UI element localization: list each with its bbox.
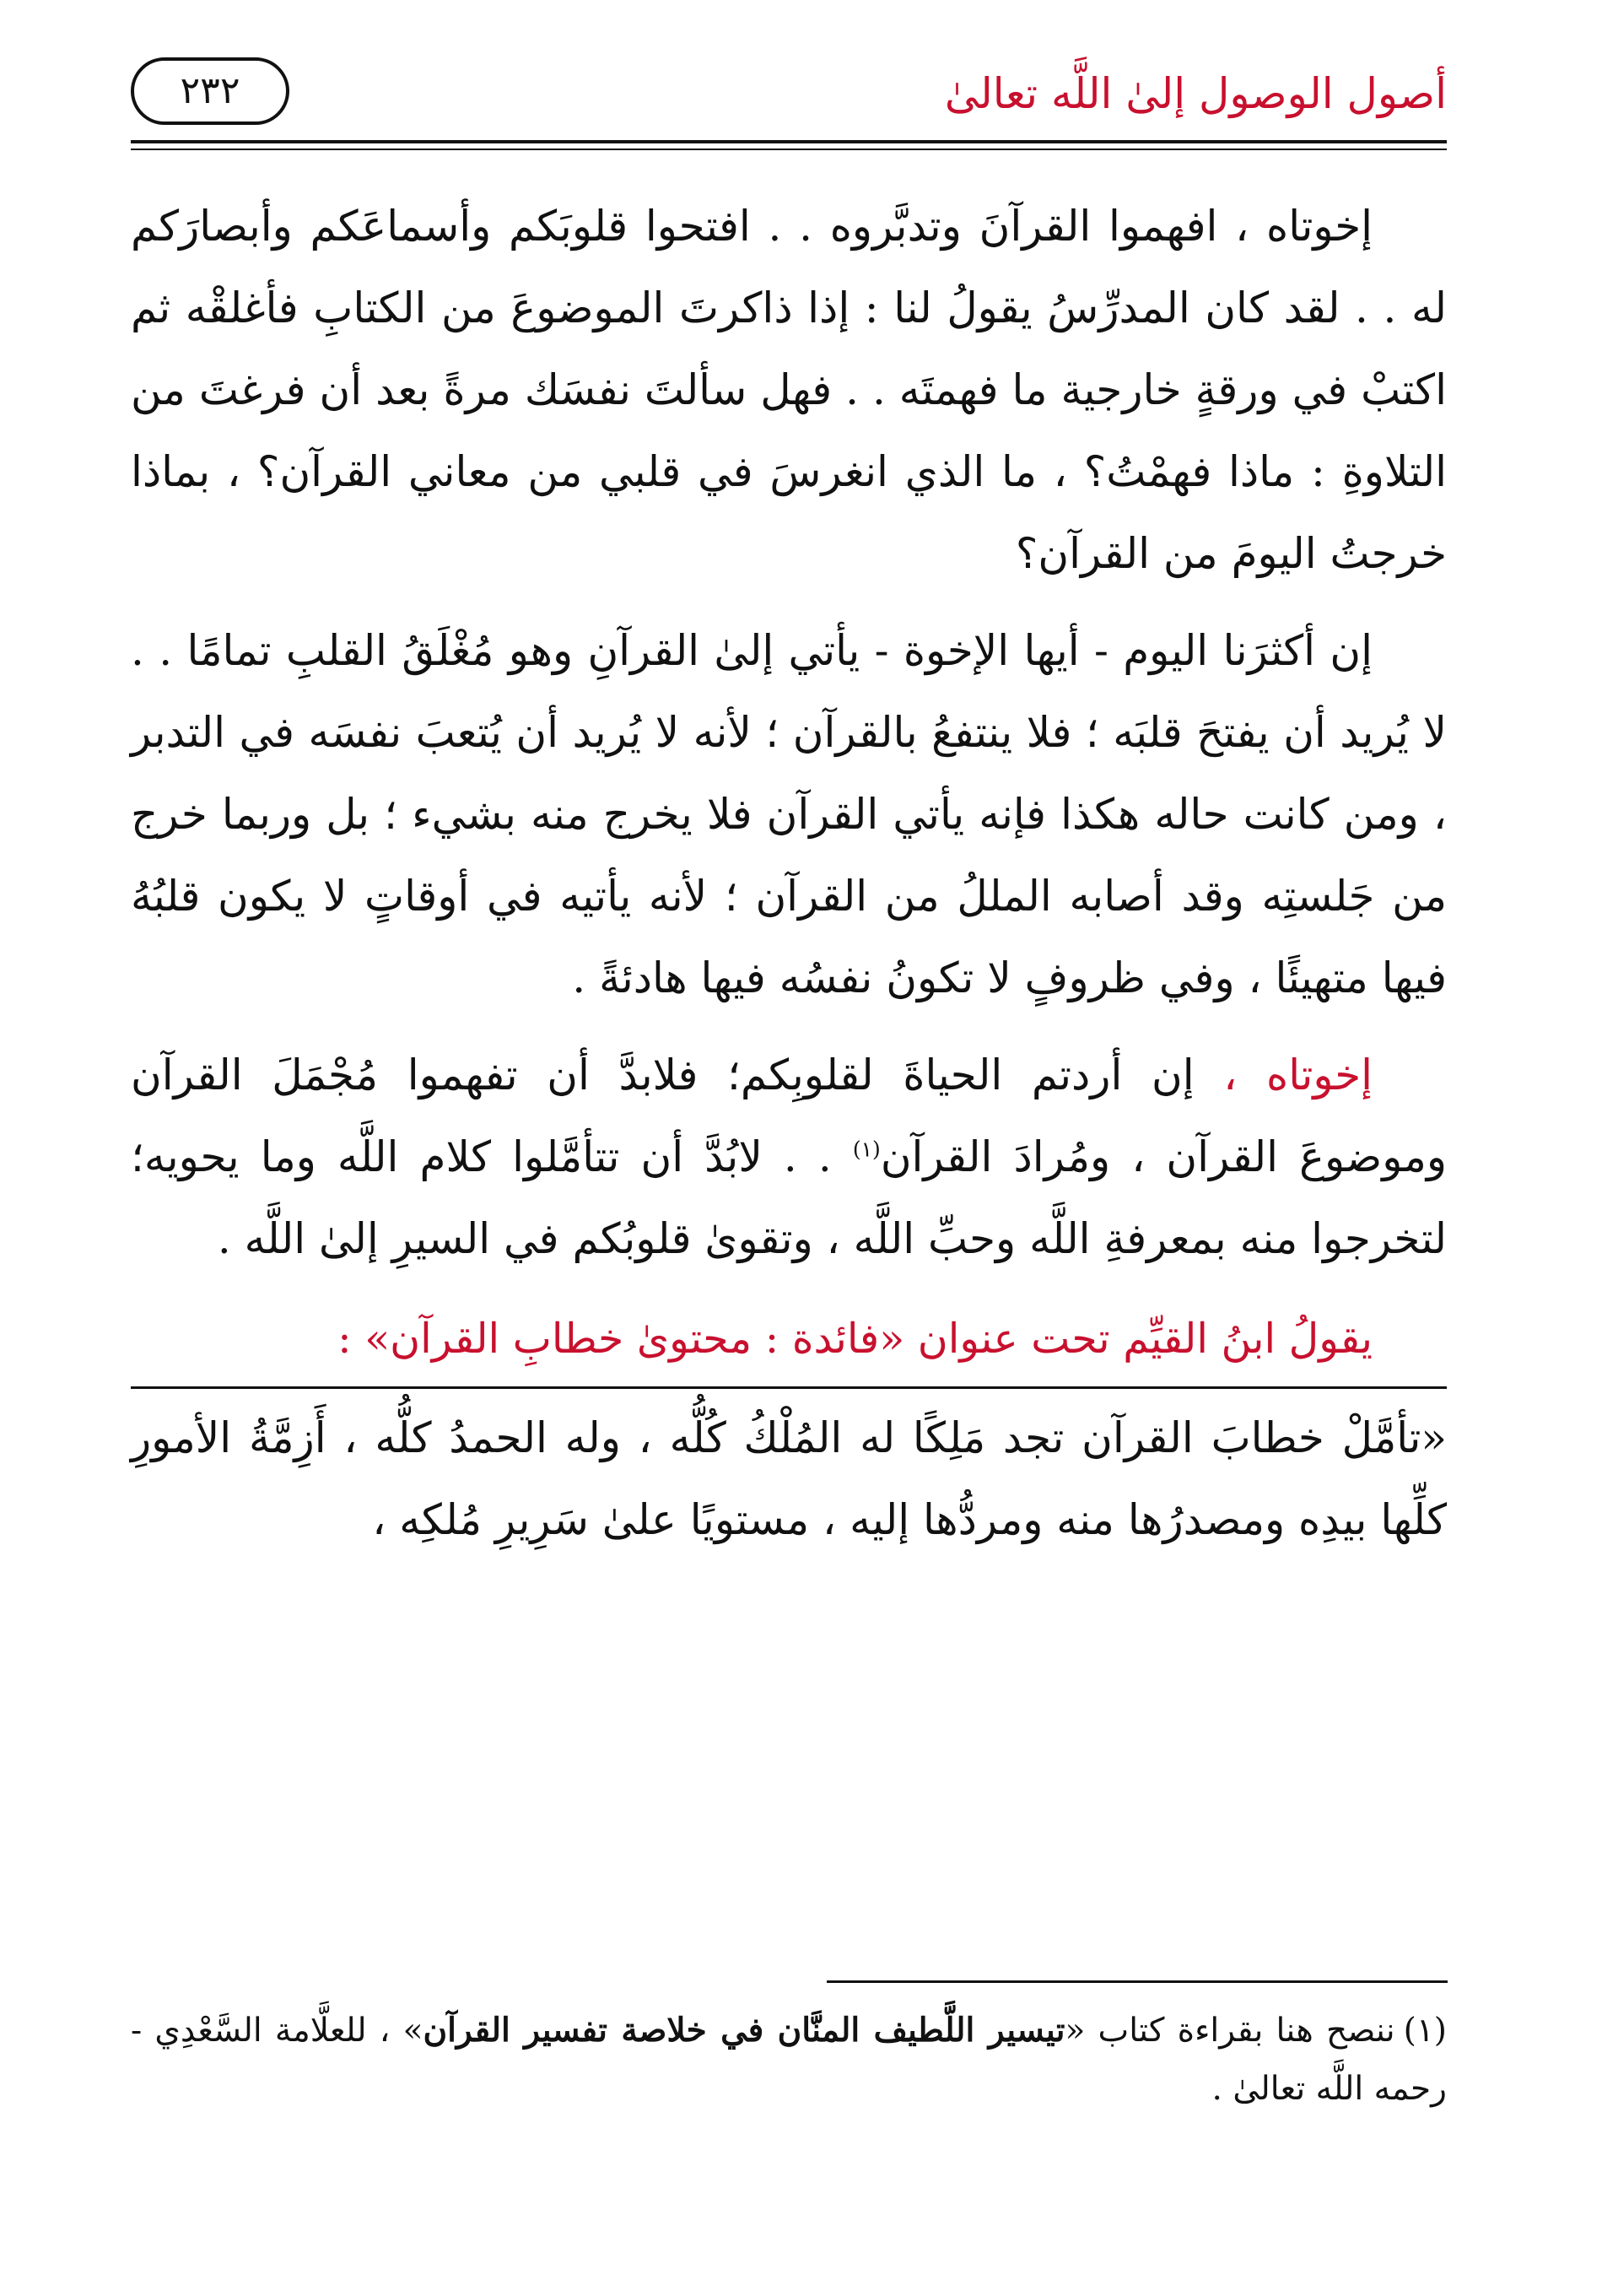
- paragraph-closed-heart: إن أكثرَنا اليوم - أيها الإخوة - يأتي إلىٰ القرآنِ وهو مُغْلَقُ القلبِ تمامًا . . لا يُريد أن يفتحَ قلبَه ؛ فلا ينتفعُ بالقرآن ؛ لأنه لا يُريد أن يُتعبَ نفسَه في التدبر ، ومن كانت حاله هكذا فإنه يأتي القرآن فلا يخرج منه بشيء ؛ بل وربما خرج من جَلستِه وقد أصابه المللُ من القرآن ؛ لأنه يأتيه في أوقاتٍ لا يكون قلبُهُ فيها متهيئًا ، وفي ظروفٍ لا تكونُ نفسُه فيها هادئةً .: [131, 626, 1447, 1002]
- quote-heading: يقولُ ابنُ القيِّم تحت عنوان «فائدة : محتوىٰ خطابِ القرآن» :: [131, 1304, 1447, 1389]
- footnote-number: (١): [1403, 2012, 1447, 2050]
- paragraph-life-of-hearts: [131, 1035, 1447, 1280]
- page-number-badge: [131, 57, 289, 125]
- paragraph-understand-quran: إخوتاه ، افهموا القرآنَ وتدبَّروه . . افتحوا قلوبَكم وأسماعَكم وأبصارَكم له . . لقد كان المدرِّسُ يقولُ لنا : إذا ذاكرتَ الموضوعَ من الكتابِ فأغلقْه ثم اكتبْ في ورقةٍ خارجية ما فهمتَه . . فهل سألتَ نفسَك مرةً بعد أن فرغتَ من التلاوةِ : ماذا فهمْتُ؟ ، ما الذي انغرسَ في قلبي من معاني القرآن؟ ، بماذا خرجتُ اليومَ من القرآن؟: [131, 202, 1447, 578]
- footnote-book-title: تيسير اللَّطيف المنَّان في خلاصة تفسير القرآن: [423, 2011, 1065, 2050]
- book-title: أصول الوصول إلىٰ اللَّه تعالىٰ: [944, 69, 1447, 118]
- page-header: [131, 57, 1447, 152]
- page-number: ٢٣٢: [180, 69, 240, 112]
- header-rule-bottom: [131, 149, 1447, 150]
- footnote-text: » ، للعلَّامة السَّعْدِي - رحمه اللَّه تعالىٰ .: [131, 2012, 1447, 2108]
- paragraph-text: . . لابُدَّ أن تتأمَّلوا كلام اللَّه وما يحويه؛ لتخرجوا منه بمعرفةِ اللَّه وحبِّ اللَّه ، وتقوىٰ قلوبُكم في السيرِ إلىٰ اللَّه .: [131, 1132, 1447, 1263]
- footnote-separator: [827, 1980, 1448, 1983]
- paragraph-text: إن أردتم الحياةَ لقلوبِكم؛ فلابدَّ أن تفهموا مُجْمَلَ القرآن وموضوعَ القرآن ، ومُرادَ القرآن: [131, 1051, 1447, 1181]
- header-rule-top: [131, 140, 1447, 143]
- footnote-reference: (١): [852, 1137, 881, 1162]
- footnote-text: ننصح هنا بقراءة كتاب «: [1065, 2012, 1395, 2050]
- footnote: [131, 2002, 1447, 2118]
- main-text: [131, 186, 1447, 1561]
- emphasis-lead: إخوتاه ،: [1223, 1051, 1373, 1099]
- quote-body: «تأمَّلْ خطابَ القرآن تجد مَلِكًا له المُلْكُ كُلُّه ، وله الحمدُ كلُّه ، أَزِمَّةُ الأمورِ كلِّها بيدِه ومصدرُها منه ومردُّها إليه ، مستويًا علىٰ سَرِيرِ مُلكِه ،: [131, 1413, 1447, 1544]
